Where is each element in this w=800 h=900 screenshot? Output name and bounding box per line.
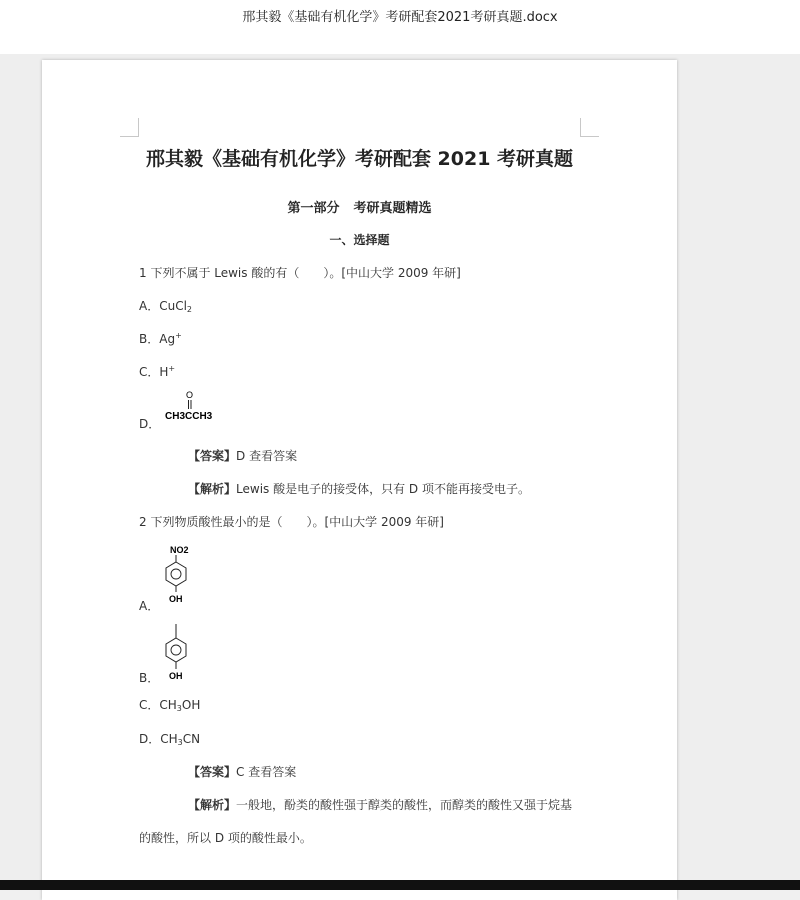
section-heading: 一、选择题 <box>329 233 390 247</box>
p-nitrophenol-structure <box>160 540 200 604</box>
part-heading <box>42 197 677 216</box>
question-2-analysis: 【解析】一般地，酚类的酸性强于醇类的酸性，而醇类的酸性又强于烷基 <box>188 798 573 812</box>
question-1-stem: 1 下列不属于 Lewis 酸的有（ ）。[中山大学 2009 年研] <box>139 266 461 280</box>
hydroxyl-label: OH <box>169 594 183 604</box>
document-title: 邢其毅《基础有机化学》考研配套 2021 考研真题 <box>145 148 574 170</box>
document-page <box>42 60 677 900</box>
question-2-stem: 2 下列物质酸性最小的是（ ）。[中山大学 2009 年研] <box>139 515 444 529</box>
question-1-option-b: B．Ag+ <box>139 331 182 346</box>
acetone-formula: CH3CCH3 <box>165 411 213 422</box>
question-1-option-c: C．H+ <box>139 364 176 379</box>
acetone-oxygen: O <box>186 390 194 400</box>
question-1-answer: 【答案】D 查看答案 <box>188 449 298 463</box>
question-2-option-c: C．$CH_3OH$ <box>139 698 201 713</box>
p-cresol-structure <box>160 622 200 682</box>
crop-mark-top-right <box>580 118 599 137</box>
question-1-option-d-label: D． <box>139 417 161 431</box>
question-2-analysis-continued: 的酸性，所以 D 项的酸性最小。 <box>139 831 312 845</box>
part-title: 考研真题精选 <box>353 201 432 216</box>
question-2-option-d: D．$CH_3CN$ <box>139 732 201 747</box>
document-filename: 邢其毅《基础有机化学》考研配套2021考研真题.docx <box>242 10 558 25</box>
crop-mark-top-left <box>120 118 139 137</box>
acetone-structure <box>162 388 218 426</box>
document-viewer[interactable] <box>0 54 800 880</box>
title-bar <box>0 0 800 54</box>
question-2-option-a-label: A． <box>139 599 160 613</box>
hydroxyl-label: OH <box>169 671 183 681</box>
nitro-group-label: NO2 <box>170 545 189 555</box>
question-1-option-a: A．CuCl$_2$ <box>139 299 193 314</box>
question-2-answer: 【答案】C 查看答案 <box>188 765 297 779</box>
question-1-analysis: 【解析】Lewis 酸是电子的接受体，只有 D 项不能再接受电子。 <box>188 482 530 496</box>
part-label: 第一部分 <box>287 201 340 216</box>
question-2-option-b-label: B． <box>139 671 160 685</box>
bottom-bar <box>0 880 800 890</box>
